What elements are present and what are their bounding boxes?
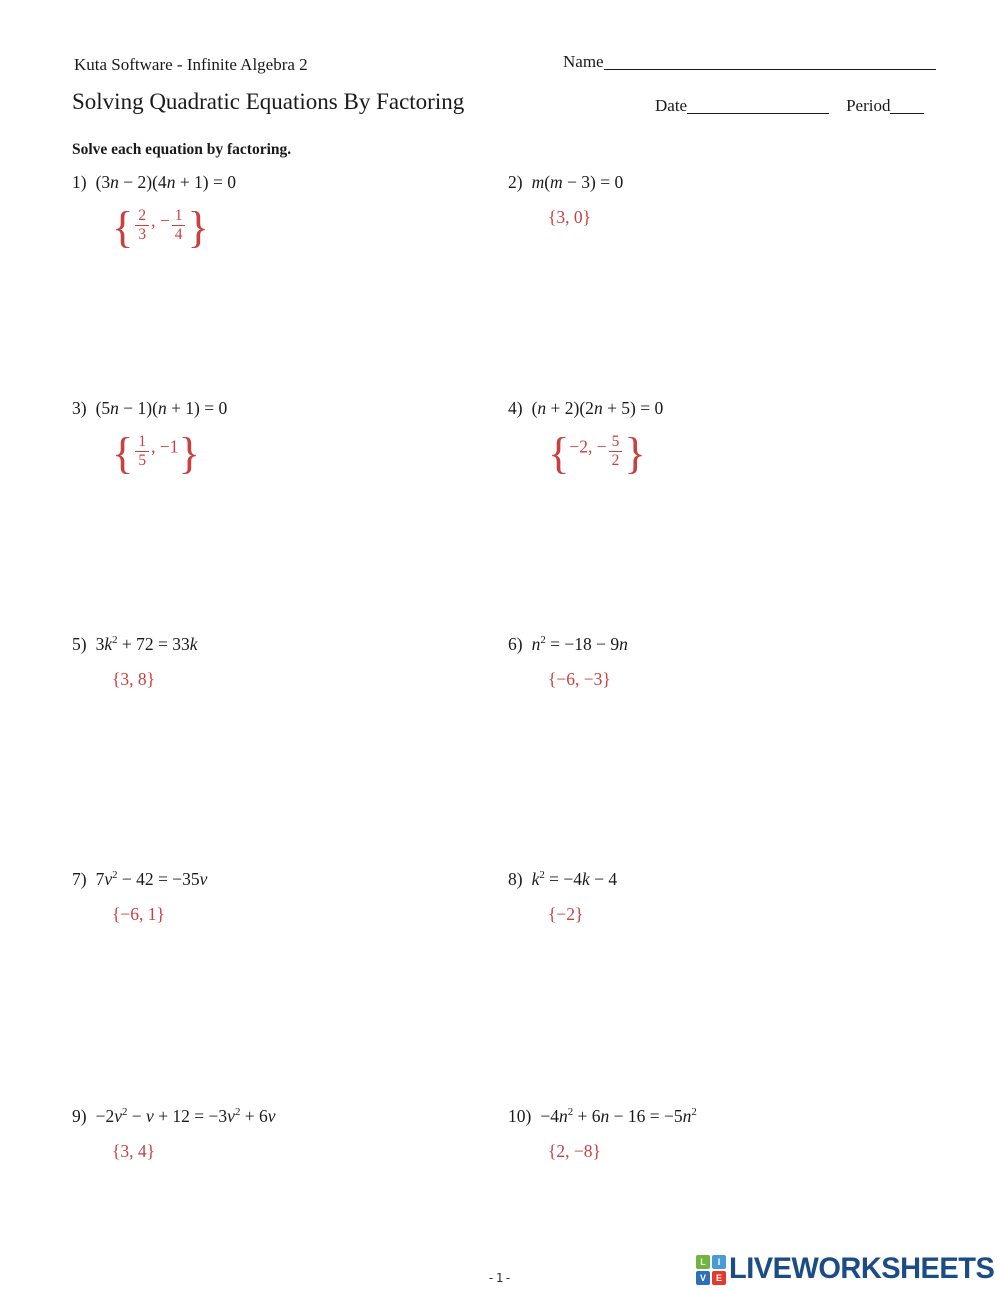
problem-number: 7) (72, 869, 87, 889)
date-label: Date (655, 96, 688, 115)
problem (508, 398, 664, 479)
logo-square: E (712, 1271, 726, 1285)
problem-number: 6) (508, 634, 523, 654)
problem-equation: m(m − 3) = 0 (531, 172, 624, 192)
problem-answer: {3, 8} (112, 669, 156, 689)
problem (72, 634, 198, 690)
problem-equation: $-4n^2 + 6n - 16 = -5n^2$ (540, 1106, 697, 1126)
period-label: Period (846, 96, 891, 115)
problem-number: 8) (508, 869, 523, 889)
problem-answer: {−6, 1} (112, 904, 165, 924)
problem-equation: (n + 2)(2n + 5) = 0 (531, 398, 664, 418)
problem-answer: {2, −8} (548, 1141, 601, 1161)
problem-answer: {3, 4} (112, 1141, 156, 1161)
problem-answer: {3, 0} (548, 207, 592, 227)
name-label: Name (563, 52, 604, 71)
problem (508, 1106, 697, 1162)
liveworksheets-logo-icon (696, 1255, 726, 1285)
problem-equation: $3k^2 + 72 = 33k$ (95, 634, 198, 654)
course-title: Kuta Software - Infinite Algebra 2 (74, 55, 308, 74)
page-number: -1- (487, 1270, 513, 1285)
problem (72, 1106, 276, 1162)
problem-equation: $7v^2 - 42 = -35v$ (95, 869, 208, 889)
problem (72, 172, 237, 253)
problem-number: 10) (508, 1106, 532, 1126)
problem-equation: $-2v^2 - v + 12 = -3v^2 + 6v$ (95, 1106, 276, 1126)
problem (72, 869, 207, 925)
problem-equation: (5n − 1)(n + 1) = 0 (95, 398, 228, 418)
problem-answer: { $\frac{2}{3}$ , − $\frac{1}{4}$ } (112, 202, 209, 253)
logo-square: I (712, 1255, 726, 1269)
problem-number: 1) (72, 172, 87, 192)
problem-number: 4) (508, 398, 523, 418)
problem-equation: $k^2 = -4k - 4$ (531, 869, 618, 889)
problem-equation: $n^2 = -18 - 9n$ (531, 634, 628, 654)
page-title: Solving Quadratic Equations By Factoring (72, 89, 465, 114)
instructions: Solve each equation by factoring. (72, 141, 292, 158)
problem-number: 3) (72, 398, 87, 418)
logo-square: V (696, 1271, 710, 1285)
problem-number: 2) (508, 172, 523, 192)
problem-number: 9) (72, 1106, 87, 1126)
problem-answer: {−2} (548, 904, 584, 924)
problem (508, 869, 617, 925)
liveworksheets-logo-text: LIVEWORKSHEETS (729, 1252, 995, 1286)
liveworksheets-logo (696, 1253, 994, 1286)
problem-answer: {−6, −3} (548, 669, 611, 689)
problem-answer: { $\frac{1}{5}$ , −1} (112, 428, 200, 479)
problem-equation: (3n − 2)(4n + 1) = 0 (95, 172, 237, 192)
problem-number: 5) (72, 634, 87, 654)
problem (72, 398, 228, 479)
problem (508, 634, 628, 690)
problem (508, 172, 623, 228)
logo-square: L (696, 1255, 710, 1269)
problem-answer: {−2, − $\frac{5}{2}$ } (548, 428, 646, 479)
